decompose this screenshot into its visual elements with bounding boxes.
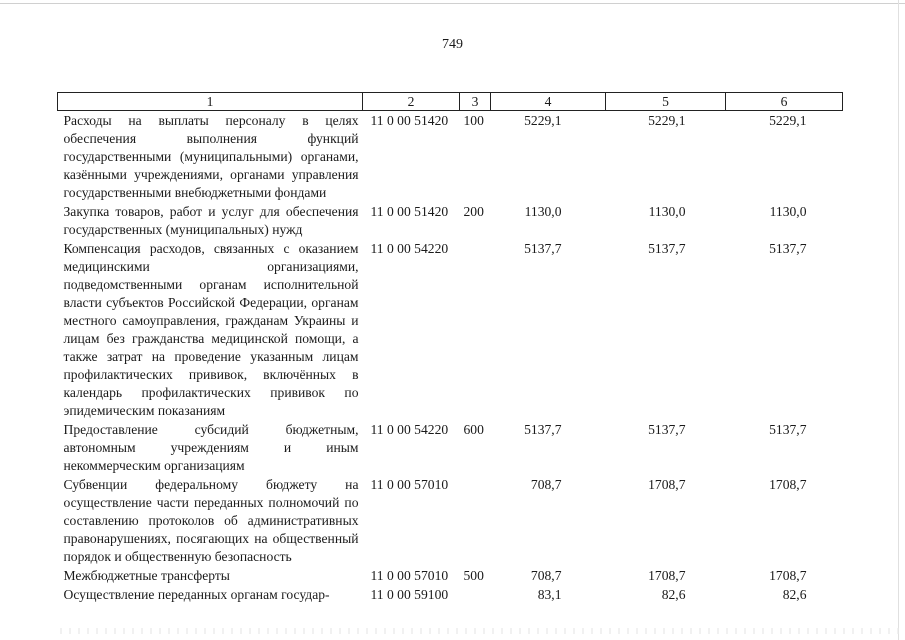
- column-header-4: 4: [491, 93, 606, 111]
- table-row: [58, 202, 843, 239]
- row-expense-type: [460, 475, 491, 566]
- table-header-row: [58, 93, 843, 111]
- row-value-col5: 5137,7: [648, 422, 686, 437]
- row-value-col5: 1708,7: [648, 568, 686, 583]
- row-value-col4: 708,7: [530, 568, 562, 583]
- table-row: [58, 475, 843, 566]
- row-name: Предоставление субсидий бюджетным, автономным учреждениям и иным некоммерческим организациям: [63, 422, 359, 473]
- row-expense-type: 200: [463, 204, 484, 219]
- table-row: [58, 111, 843, 203]
- row-value-col6: 5229,1: [769, 113, 807, 128]
- row-value-col4: 1130,0: [524, 204, 562, 219]
- row-name: Межбюджетные трансферты: [63, 568, 230, 583]
- row-name: Закупка товаров, работ и услуг для обеспечения государственных (муниципальных) нужд: [63, 204, 359, 237]
- budget-table: [57, 92, 843, 604]
- row-value-col4: 83,1: [537, 587, 562, 602]
- row-value-col6: 82,6: [782, 587, 807, 602]
- row-target-code: 11 0 00 51420: [370, 204, 449, 219]
- row-value-col6: 5137,7: [769, 422, 807, 437]
- scan-edge-top: [0, 3, 905, 4]
- table-row: [58, 566, 843, 585]
- column-header-6: 6: [726, 93, 843, 111]
- row-name: Осуществление переданных органам государ-: [63, 587, 330, 602]
- scan-edge-right: [898, 0, 899, 640]
- row-target-code: 11 0 00 54220: [370, 422, 449, 437]
- row-name: Расходы на выплаты персоналу в целях обеспечения выполнения функций государственными (муниципальными) органами, казёнными учреждениями, органами управления государственными внебюджетными фондами: [63, 113, 359, 200]
- row-value-col6: 1708,7: [769, 568, 807, 583]
- row-value-col5: 1708,7: [648, 477, 686, 492]
- column-header-2: 2: [363, 93, 460, 111]
- row-expense-type: 500: [463, 568, 484, 583]
- column-header-5: 5: [606, 93, 726, 111]
- row-value-col6: 5137,7: [769, 241, 807, 256]
- table-row: [58, 420, 843, 475]
- row-value-col5: 1130,0: [648, 204, 686, 219]
- row-expense-type: 100: [463, 113, 484, 128]
- row-expense-type: [460, 585, 491, 604]
- row-target-code: 11 0 00 57010: [370, 477, 449, 492]
- row-target-code: 11 0 00 57010: [370, 568, 449, 583]
- row-target-code: 11 0 00 54220: [370, 241, 449, 256]
- row-value-col5: 5137,7: [648, 241, 686, 256]
- row-target-code: 11 0 00 59100: [370, 587, 449, 602]
- column-header-3: 3: [460, 93, 491, 111]
- page-number: 749: [442, 37, 463, 52]
- row-value-col6: 1130,0: [769, 204, 807, 219]
- row-expense-type: 600: [463, 422, 484, 437]
- row-value-col4: 708,7: [530, 477, 562, 492]
- row-value-col4: 5229,1: [524, 113, 562, 128]
- row-target-code: 11 0 00 51420: [370, 113, 449, 128]
- scan-artifact-bottom: [60, 628, 900, 634]
- row-expense-type: [460, 239, 491, 420]
- row-value-col4: 5137,7: [524, 422, 562, 437]
- table-row: [58, 239, 843, 420]
- row-name: Компенсация расходов, связанных с оказанием медицинскими организациями, подведомственными органам исполнительной власти субъектов Российской Федерации, органам местного самоуправления, гражданам Украины и лицам без гражданства медицинской помощи, а также затрат на проведение указанным лицам профилактических прививок, включённых в календарь профилактических прививок по эпидемическим показаниям: [63, 241, 359, 418]
- row-name: Субвенции федеральному бюджету на осуществление части переданных полномочий по составлению протоколов об административных правонарушениях, посягающих на общественный порядок и общественную безопасность: [63, 477, 359, 564]
- row-value-col5: 5229,1: [648, 113, 686, 128]
- table-row: [58, 585, 843, 604]
- row-value-col6: 1708,7: [769, 477, 807, 492]
- column-header-1: 1: [58, 93, 363, 111]
- row-value-col5: 82,6: [661, 587, 686, 602]
- row-value-col4: 5137,7: [524, 241, 562, 256]
